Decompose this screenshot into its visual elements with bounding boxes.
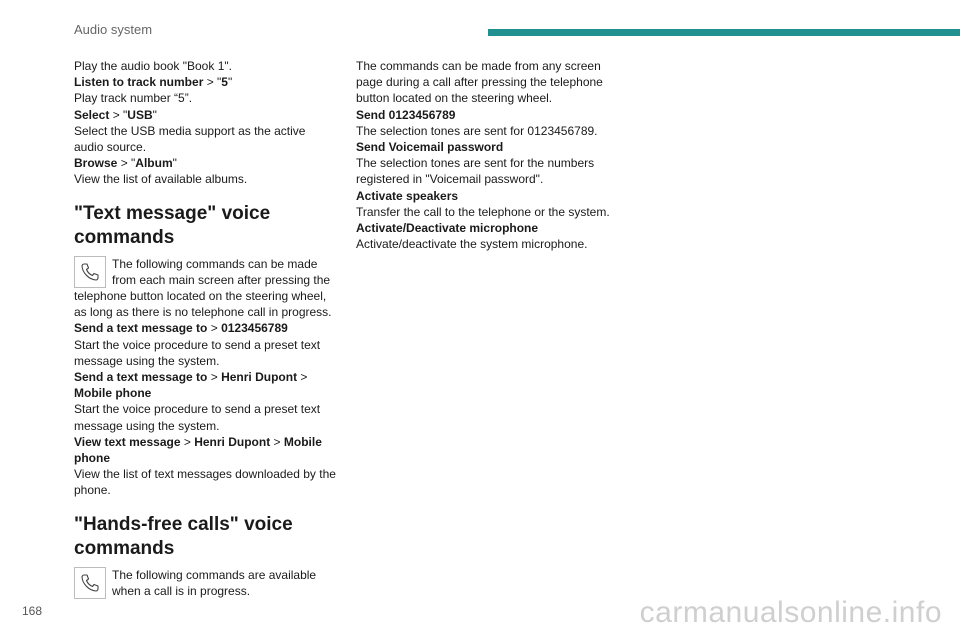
right-column	[356, 58, 618, 252]
header-accent-bar	[488, 29, 960, 36]
command	[356, 220, 618, 236]
command: Select	[74, 107, 110, 122]
command-line	[74, 369, 336, 401]
command: Listen to track number	[74, 75, 204, 90]
left-column	[74, 58, 336, 603]
section-heading-hands-free: "Hands-free calls" voice commands	[74, 513, 293, 559]
note-block	[74, 256, 336, 321]
command-label: Activate/Deactivate microphone	[356, 221, 539, 236]
separator: >	[207, 370, 222, 385]
command-line	[74, 107, 336, 123]
paragraph: Transfer the call to the telephone or the system.	[356, 204, 610, 219]
separator: >	[180, 434, 195, 449]
separator: "	[172, 156, 177, 171]
paragraph: The commands can be made from any screen page during a call after pressing the telephone button located on the steering wheel.	[356, 59, 603, 106]
command-label: Activate speakers	[356, 188, 459, 203]
note-text: The following commands are available when a call is in progress.	[112, 567, 317, 598]
section-heading-text-message: "Text message" voice commands	[74, 202, 271, 248]
command: Send a text message to	[74, 321, 208, 336]
command-arg: 5	[221, 75, 228, 90]
command-line	[74, 74, 336, 90]
paragraph: Select the USB media support as the active audio source.	[74, 123, 306, 155]
separator: "	[152, 107, 157, 122]
separator: > "	[109, 107, 128, 122]
note-text: The following commands can be made from each main screen after pressing the telephone button located on the steering wheel, as long as there is no telephone call in progress.	[74, 256, 332, 320]
command-arg: Album	[135, 156, 173, 171]
watermark: carmanualsonline.info	[639, 596, 942, 629]
telephone-icon	[74, 567, 106, 599]
paragraph: The selection tones are sent for 0123456789.	[356, 123, 598, 138]
paragraph: Start the voice procedure to send a preset text message using the system.	[74, 337, 321, 368]
command-arg: Mobile phone	[74, 386, 152, 401]
command-label: Send Voicemail password	[356, 140, 504, 155]
paragraph: View the list of available albums.	[74, 172, 248, 187]
separator: >	[297, 370, 308, 385]
separator: "	[227, 75, 233, 90]
command-arg: Mobile phone	[74, 434, 322, 466]
command-arg: Henri Dupont	[194, 434, 271, 449]
paragraph: Activate/deactivate the system microphone.	[356, 237, 588, 252]
command-arg: 0123456789	[221, 321, 288, 336]
command-arg: USB	[127, 107, 153, 122]
paragraph: The selection tones are sent for the numbers registered in "Voicemail password".	[356, 156, 595, 187]
paragraph: Play the audio book "Book 1".	[74, 59, 232, 73]
note-block	[74, 567, 336, 603]
paragraph: Play track number “5”.	[74, 91, 193, 106]
command-arg: Henri Dupont	[221, 370, 298, 385]
command-label: Send 0123456789	[356, 107, 456, 122]
command-line	[74, 434, 336, 466]
paragraph: View the list of text messages downloaded by the phone.	[74, 467, 336, 498]
command: Send a text message to	[74, 370, 208, 385]
separator: > "	[203, 75, 222, 90]
separator: > "	[117, 156, 136, 171]
command-line	[74, 320, 336, 336]
telephone-icon	[74, 256, 106, 288]
paragraph: Start the voice procedure to send a preset text message using the system.	[74, 402, 321, 433]
separator: >	[207, 321, 222, 336]
command: Browse	[74, 156, 118, 171]
command	[356, 188, 618, 204]
separator: >	[270, 434, 284, 449]
command	[356, 107, 618, 123]
command: View text message	[74, 434, 181, 449]
command-line	[74, 155, 336, 171]
page-header-title: Audio system	[74, 22, 153, 37]
command	[356, 139, 618, 155]
page-number: 168	[22, 604, 43, 618]
